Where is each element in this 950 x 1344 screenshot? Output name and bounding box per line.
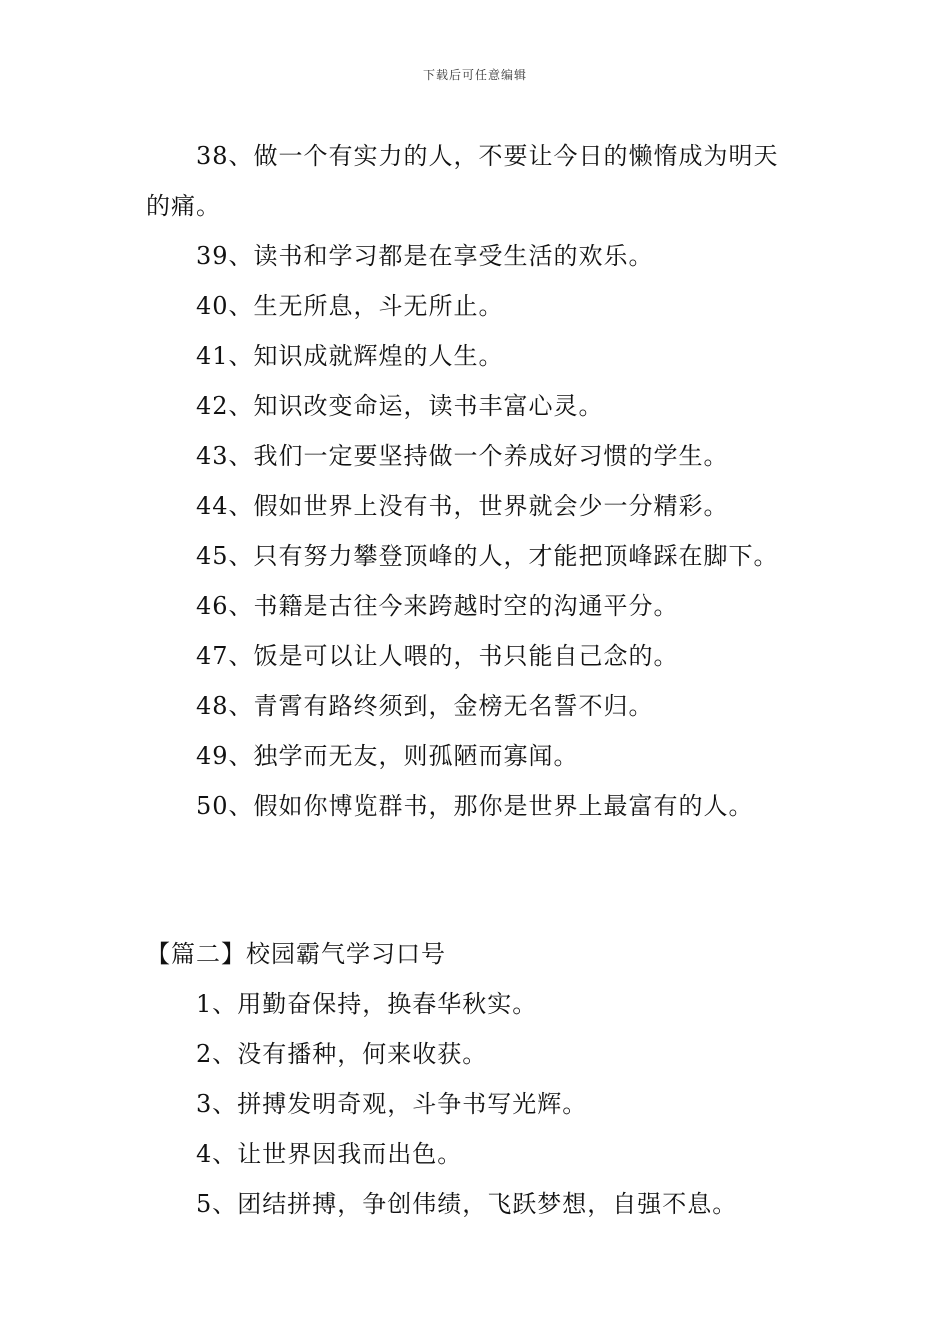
list-item: 46、书籍是古往今来跨越时空的沟通平分。 (196, 592, 679, 620)
list-item: 1、用勤奋保持，换春华秋实。 (196, 990, 538, 1018)
list-item: 43、我们一定要坚持做一个养成好习惯的学生。 (196, 442, 729, 470)
list-item: 的痛。 (146, 192, 221, 220)
list-item: 3、拼搏发明奇观，斗争书写光辉。 (196, 1090, 588, 1118)
list-item: 4、让世界因我而出色。 (196, 1140, 463, 1168)
section-heading: 【篇二】校园霸气学习口号 (146, 940, 446, 968)
list-item: 42、知识改变命运，读书丰富心灵。 (196, 392, 604, 420)
list-item: 41、知识成就辉煌的人生。 (196, 342, 504, 370)
list-item: 45、只有努力攀登顶峰的人，才能把顶峰踩在脚下。 (196, 542, 779, 570)
list-item: 47、饭是可以让人喂的，书只能自己念的。 (196, 642, 679, 670)
list-item: 39、读书和学习都是在享受生活的欢乐。 (196, 242, 654, 270)
list-item: 38、做一个有实力的人，不要让今日的懒惰成为明天 (196, 142, 779, 170)
list-item: 44、假如世界上没有书，世界就会少一分精彩。 (196, 492, 729, 520)
list-item: 2、没有播种，何来收获。 (196, 1040, 488, 1068)
list-item: 50、假如你博览群书，那你是世界上最富有的人。 (196, 792, 754, 820)
page-header: 下载后可任意编辑 (422, 68, 527, 82)
list-item: 5、团结拼搏，争创伟绩，飞跃梦想，自强不息。 (196, 1190, 738, 1218)
list-item: 40、生无所息，斗无所止。 (196, 292, 504, 320)
list-item: 49、独学而无友，则孤陋而寡闻。 (196, 742, 579, 770)
list-item: 48、青霄有路终须到，金榜无名誓不归。 (196, 692, 654, 720)
